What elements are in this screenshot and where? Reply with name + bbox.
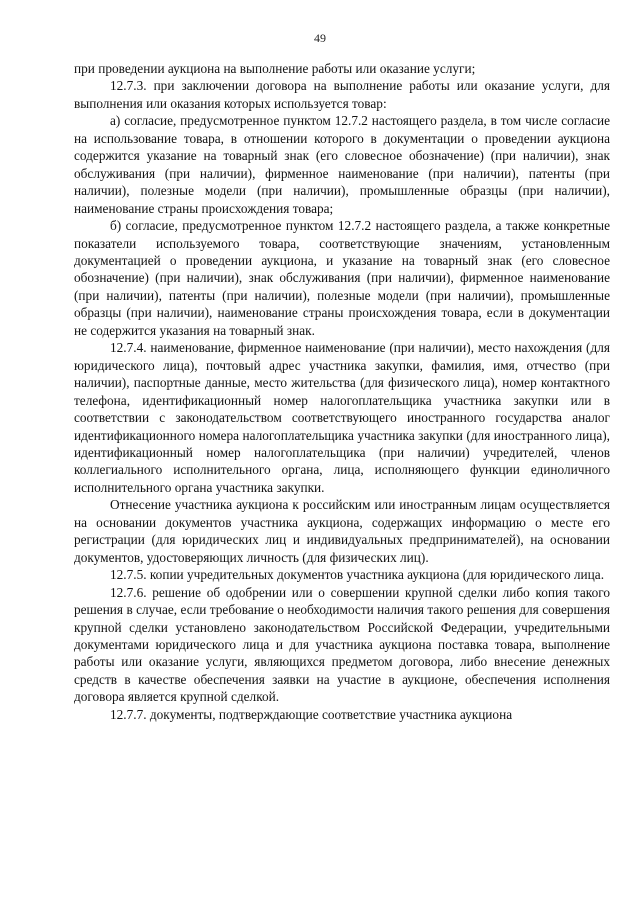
document-body: [74, 60, 610, 723]
paragraph-item-a: а) согласие, предусмотренное пунктом 12.7.2 настоящего раздела, в том числе согласие на использование товара, в отношении которого в документации о проведении аукциона содержится указание на товарный знак (его словесное обозначение) (при наличии), знак обслуживания (при наличии), фирменное наименование (при наличии), патенты (при наличии), полезные модели (при наличии), промышленные образцы (при наличии), наименование страны происхождения товара;: [74, 113, 610, 216]
paragraph-classification: Отнесение участника аукциона к российским или иностранным лицам осуществляется на основании документов участника аукциона, содержащих информацию о месте его регистрации (для юридических лиц и индивидуальных предпринимателей), на основании документов, удостоверяющих личность (для физических лиц).: [74, 497, 610, 565]
paragraph-12-7-4: 12.7.4. наименование, фирменное наименование (при наличии), место нахождения (для юридического лица), почтовый адрес участника закупки, фамилия, имя, отчество (при наличии), паспортные данные, место жительства (для физического лица), номер контактного телефона, идентификационный номер налогоплательщика участника закупки или в соответствии с законодательством соответствующего иностранного государства аналог идентификационного номера налогоплательщика участника закупки (для иностранного лица), идентификационный номер налогоплательщика (при наличии) учредителей, членов коллегиального исполнительного органа, лица, исполняющего функции единоличного исполнительного органа участника закупки.: [74, 340, 610, 495]
paragraph-continuation: при проведении аукциона на выполнение работы или оказание услуги;: [74, 61, 476, 76]
paragraph-12-7-7: 12.7.7. документы, подтверждающие соответствие участника аукциона: [110, 706, 513, 722]
paragraph-item-b: б) согласие, предусмотренное пунктом 12.7.2 настоящего раздела, а также конкретные показатели используемого товара, соответствующие значениям, установленным документацией о проведении аукциона, и указание на товарный знак (его словесное обозначение) (при наличии), знак обслуживания (при наличии), фирменное наименование (при наличии), патенты (при наличии), полезные модели (при наличии), промышленные образцы (при наличии), наименование страны происхождения товара, если в документации не содержится указания на товарный знак.: [74, 218, 610, 338]
paragraph-12-7-6: 12.7.6. решение об одобрении или о совершении крупной сделки либо копия такого решения в случае, если требование о необходимости наличия такого решения для совершения крупной сделки установлено законодательством Российской Федерации, учредительными документами юридического лица и для участника аукциона поставка товара, выполнение работы или оказание услуги, являющихся предметом договора, либо внесение денежных средств в качестве обеспечения заявки на участие в аукционе, обеспечения исполнения договора является крупной сделкой.: [74, 584, 610, 705]
paragraph-12-7-5: 12.7.5. копии учредительных документов участника аукциона (для юридического лица.: [110, 567, 605, 583]
paragraph-12-7-3: 12.7.3. при заключении договора на выполнение работы или оказание услуги, для выполнения или оказания которых используется товар:: [74, 78, 610, 111]
page-number: 49: [314, 31, 326, 45]
